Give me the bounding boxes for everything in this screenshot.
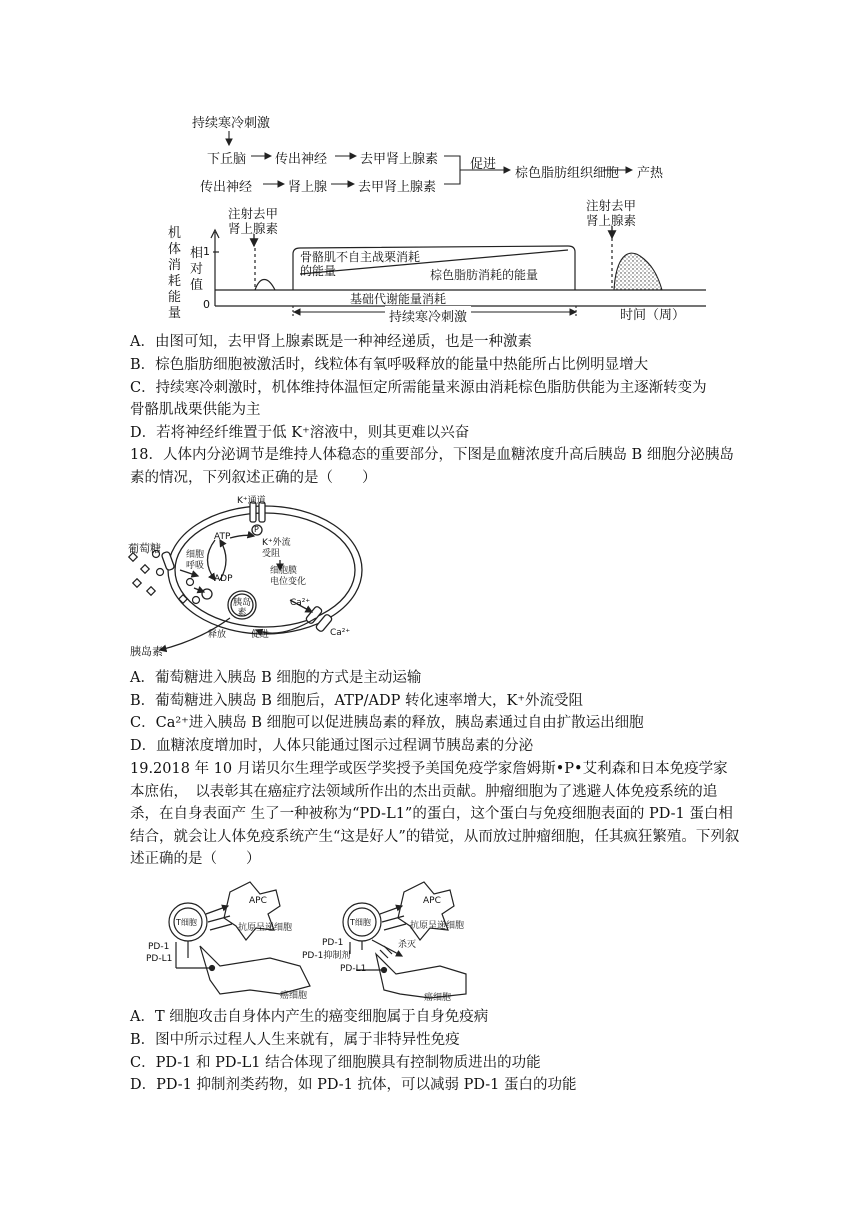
k-out-line: 受阻 — [262, 549, 281, 559]
graph-brown-fat-label: 棕色脂肪消耗的能量 — [430, 268, 539, 282]
apc-name-label-2: 抗原呈递细胞 — [410, 921, 465, 931]
inhibitor-label: PD-1抑制剂 — [302, 951, 351, 961]
ca-outside-label: Ca²⁺ — [330, 628, 351, 638]
membrane-line: 细胞膜 — [270, 566, 298, 576]
q19-stem: 19.2018 年 10 月诺贝尔生理学或医学奖授予美国免疫学家詹姆斯•P•艾利森和日本免疫学家本庶佑， 以表彰其在癌症疗法领域所作出的杰出贡献。肿瘤细胞为了逃避人体免疫系统的追杀，在自身表面产 生了一种被称为“PD-L1”的蛋白，这个蛋白与免疫细胞表面的 PD-1 蛋白相结合，就会让人体免疫系统产生“这是好人”的错觉，从而放过肿瘤细胞，任其疯狂繁殖。下列叙述正确的是（ ） — [130, 761, 740, 867]
q18-option-b: B．葡萄糖进入胰岛 B 细胞后，ATP/ADP 转化速率增大，K⁺外流受阻 — [130, 693, 583, 709]
pdl1-label-1: PD-L1 — [146, 954, 173, 964]
ylabel-char: 消 — [168, 258, 182, 273]
q19-option-d: D．PD-1 抑制剂类药物，如 PD-1 抗体，可以减弱 PD-1 蛋白的功能 — [130, 1077, 577, 1093]
cancer-label-2: 癌细胞 — [424, 993, 452, 1003]
pd1-label-1: PD-1 — [148, 942, 170, 952]
ylabel-char: 相 — [190, 246, 204, 261]
pdl1-label-2: PD-L1 — [340, 964, 367, 974]
phosphate-label: P — [254, 525, 259, 534]
ylabel-char: 对 — [190, 262, 204, 277]
membrane-potential-label — [270, 566, 306, 588]
ylabel-char: 值 — [190, 278, 204, 293]
inject-line: 肾上腺素 — [228, 221, 279, 236]
graph-basal-label: 基础代谢能量消耗 — [350, 292, 447, 306]
apc-name-label-1: 抗原呈递细胞 — [238, 923, 293, 933]
q19-option-b: B．图中所示过程人人生来就有，属于非特异性免疫 — [130, 1032, 460, 1048]
q18-option-d: D．血糖浓度增加时，人体只能通过图示过程调节胰岛素的分泌 — [130, 738, 534, 754]
skeletal-line: 的能量 — [300, 264, 337, 278]
inject-line: 注射去甲 — [586, 198, 637, 213]
q17-option-b: B．棕色脂肪细胞被激活时，线粒体有氧呼吸释放的能量中热能所占比例明显增大 — [130, 357, 649, 373]
q17-option-c-cont: 骨骼肌战栗供能为主 — [130, 402, 261, 418]
k-channel-label: K⁺通道 — [237, 496, 266, 506]
graph-time-label: 时间（周） — [620, 308, 686, 323]
tcell-label-2: T细胞 — [350, 918, 371, 927]
q18-stem: 18．人体内分泌调节是维持人体稳态的重要部分，下图是血糖浓度升高后胰岛 B 细胞分泌胰岛素的情况，下列叙述正确的是（ ） — [130, 447, 734, 486]
ylabel-char: 量 — [168, 306, 182, 321]
k-out-line: K⁺外流 — [262, 538, 291, 548]
graph-tick-1: 1 — [203, 245, 210, 258]
flow-norepinephrine-2: 去甲肾上腺素 — [358, 180, 437, 195]
flow-norepinephrine-1: 去甲肾上腺素 — [360, 152, 439, 167]
q19-option-a: A．T 细胞攻击自身体内产生的癌变细胞属于自身免疫病 — [130, 1009, 489, 1025]
flow-brown-fat-cell: 棕色脂肪组织细胞 — [515, 166, 620, 181]
glucose-label: 葡萄糖 — [128, 542, 161, 555]
insulin-out-label: 胰岛素 — [130, 645, 163, 658]
ca-inside-label: Ca²⁺ — [290, 598, 311, 608]
promote-label: 促进 — [251, 630, 270, 640]
apc-label-1: APC — [249, 896, 267, 906]
ylabel-char: 机 — [168, 226, 182, 241]
kill-label: 杀灭 — [398, 940, 417, 950]
flow-efferent-nerve-2: 传出神经 — [200, 180, 253, 195]
q17-option-a: A．由图可知，去甲肾上腺素既是一种神经递质，也是一种激素 — [130, 334, 532, 350]
flow-cold-stimulus: 持续寒冷刺激 — [192, 116, 271, 131]
k-efflux-label — [262, 538, 291, 560]
flow-promote: 促进 — [470, 157, 497, 172]
adp-label: ADP — [214, 574, 233, 584]
ylabel-char: 体 — [168, 242, 182, 257]
flow-efferent-nerve-1: 传出神经 — [275, 152, 328, 167]
flow-hypothalamus: 下丘脑 — [207, 152, 247, 167]
ylabel-char: 耗 — [168, 274, 182, 289]
inject-line: 注射去甲 — [228, 206, 279, 221]
vesicle-insulin-label — [233, 598, 251, 618]
cancer-label-1: 癌细胞 — [280, 991, 308, 1001]
graph-skeletal-label — [300, 250, 420, 278]
apc-label-2: APC — [423, 896, 441, 906]
graph-cold-label: 持续寒冷刺激 — [385, 306, 471, 325]
release-label: 释放 — [208, 630, 227, 640]
skeletal-line: 骨骼肌不自主战栗消耗 — [300, 250, 421, 264]
flow-heat: 产热 — [637, 166, 664, 181]
q19-option-c: C．PD-1 和 PD-L1 结合体现了细胞膜具有控制物质进出的功能 — [130, 1055, 541, 1071]
insulin-line: 素 — [237, 608, 247, 618]
pd1-diagram — [140, 870, 470, 1000]
insulin-line: 胰岛 — [233, 598, 252, 608]
graph-tick-0: 0 — [203, 298, 210, 311]
respiration-label — [186, 550, 204, 572]
atp-label: ATP — [214, 532, 231, 542]
resp-line: 细胞 — [186, 550, 205, 560]
membrane-line: 电位变化 — [270, 577, 307, 587]
flow-adrenal: 肾上腺 — [288, 180, 328, 195]
q18-option-a: A．葡萄糖进入胰岛 B 细胞的方式是主动运输 — [130, 670, 422, 686]
pd1-label-2: PD-1 — [322, 938, 344, 948]
q17-option-d: D．若将神经纤维置于低 K⁺溶液中，则其更难以兴奋 — [130, 425, 470, 441]
inject-line: 肾上腺素 — [586, 213, 637, 228]
q17-option-c: C．持续寒冷刺激时，机体维持体温恒定所需能量来源由消耗棕色脂肪供能为主逐渐转变为 — [130, 380, 707, 396]
ylabel-char: 能 — [168, 290, 182, 305]
tcell-label-1: T细胞 — [176, 918, 197, 927]
q18-option-c: C．Ca²⁺进入胰岛 B 细胞可以促进胰岛素的释放，胰岛素通过自由扩散运出细胞 — [130, 715, 644, 731]
resp-line: 呼吸 — [186, 561, 205, 571]
